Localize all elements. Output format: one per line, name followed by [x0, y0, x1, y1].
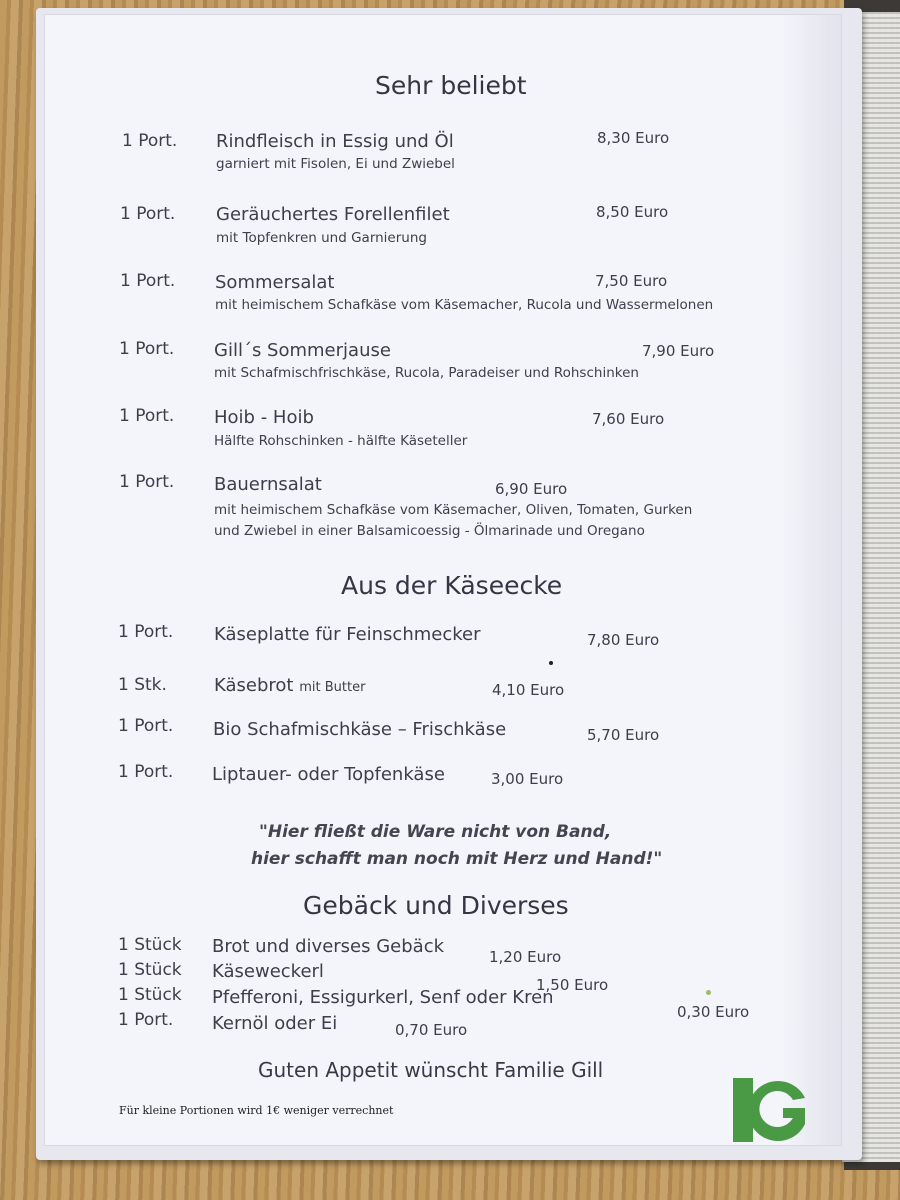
item-price: 1,50 Euro [536, 976, 609, 994]
item-quantity: 1 Port. [118, 622, 174, 642]
item-quantity: 1 Port. [120, 271, 176, 291]
item-name: Pfefferoni, Essigurkerl, Senf oder Kren [212, 987, 554, 1008]
item-quantity: 1 Port. [118, 1010, 174, 1030]
item-name: Liptauer- oder Topfenkäse [212, 764, 445, 785]
item-name: Sommersalat [215, 272, 335, 293]
item-quantity: 1 Port. [118, 716, 174, 736]
item-name: Bauernsalat [214, 474, 322, 495]
item-price: 4,10 Euro [492, 681, 565, 699]
item-name: Rindfleisch in Essig und Öl [216, 131, 454, 152]
quote-line-1: "Hier fließt die Ware nicht von Band, [259, 822, 612, 842]
item-name: Bio Schafmischkäse – Frischkäse [213, 719, 507, 740]
item-price: 0,30 Euro [677, 1003, 750, 1021]
footer-note: Für kleine Portionen wird 1€ weniger verrechnet [119, 1104, 394, 1117]
item-price: 7,60 Euro [592, 410, 665, 428]
item-name: Brot und diverses Gebäck [212, 936, 445, 957]
item-price: 7,80 Euro [587, 631, 660, 649]
menu-page [44, 14, 842, 1146]
item-name: Geräuchertes Forellenfilet [216, 204, 450, 225]
item-name: Kernöl oder Ei [212, 1013, 338, 1034]
section-title-kaeseecke: Aus der Käseecke [341, 571, 563, 600]
item-description: mit heimischem Schafkäse vom Käsemacher, Oliven, Tomaten, Gurken [214, 502, 693, 518]
item-price: 0,70 Euro [395, 1021, 468, 1039]
item-price: 3,00 Euro [491, 770, 564, 788]
item-description: Hälfte Rohschinken - hälfte Käseteller [214, 433, 468, 449]
item-quantity: 1 Port. [120, 204, 176, 224]
item-description-line2: und Zwiebel in einer Balsamicoessig - Ölmarinade und Oregano [214, 523, 645, 539]
item-price: 7,90 Euro [642, 342, 715, 360]
item-price: 6,90 Euro [495, 480, 568, 498]
closing-greeting: Guten Appetit wünscht Familie Gill [258, 1058, 604, 1082]
item-quantity: 1 Port. [122, 131, 178, 151]
item-price: 7,50 Euro [595, 272, 668, 290]
item-quantity: 1 Port. [119, 472, 175, 492]
gill-logo-icon [733, 1078, 807, 1142]
section-title-sehr-beliebt: Sehr beliebt [375, 71, 527, 100]
item-price: 8,30 Euro [597, 129, 670, 147]
item-name: Käseplatte für Feinschmecker [214, 624, 481, 645]
item-quantity: 1 Stück [118, 960, 182, 980]
item-name: Käseweckerl [212, 961, 324, 982]
item-description: mit Topfenkren und Garnierung [216, 230, 427, 246]
item-price: 5,70 Euro [587, 726, 660, 744]
item-quantity: 1 Port. [118, 762, 174, 782]
item-description: mit heimischem Schafkäse vom Käsemacher, Rucola und Wassermelonen [215, 297, 714, 313]
item-quantity: 1 Stk. [118, 675, 167, 695]
item-name: Käsebrot mit Butter [214, 675, 366, 696]
item-price: 1,20 Euro [489, 948, 562, 966]
item-quantity: 1 Stück [118, 985, 182, 1005]
item-name: Gill´s Sommerjause [214, 340, 391, 361]
item-quantity: 1 Port. [119, 339, 175, 359]
item-description: mit Schafmischfrischkäse, Rucola, Paradeiser und Rohschinken [214, 365, 639, 381]
section-title-gebaeck: Gebäck und Diverses [303, 891, 569, 920]
quote-line-2: hier schafft man noch mit Herz und Hand!" [251, 849, 663, 869]
item-name: Hoib - Hoib [214, 407, 314, 428]
item-quantity: 1 Stück [118, 935, 182, 955]
item-price: 8,50 Euro [596, 203, 669, 221]
item-description: garniert mit Fisolen, Ei und Zwiebel [216, 156, 455, 172]
item-quantity: 1 Port. [119, 406, 175, 426]
